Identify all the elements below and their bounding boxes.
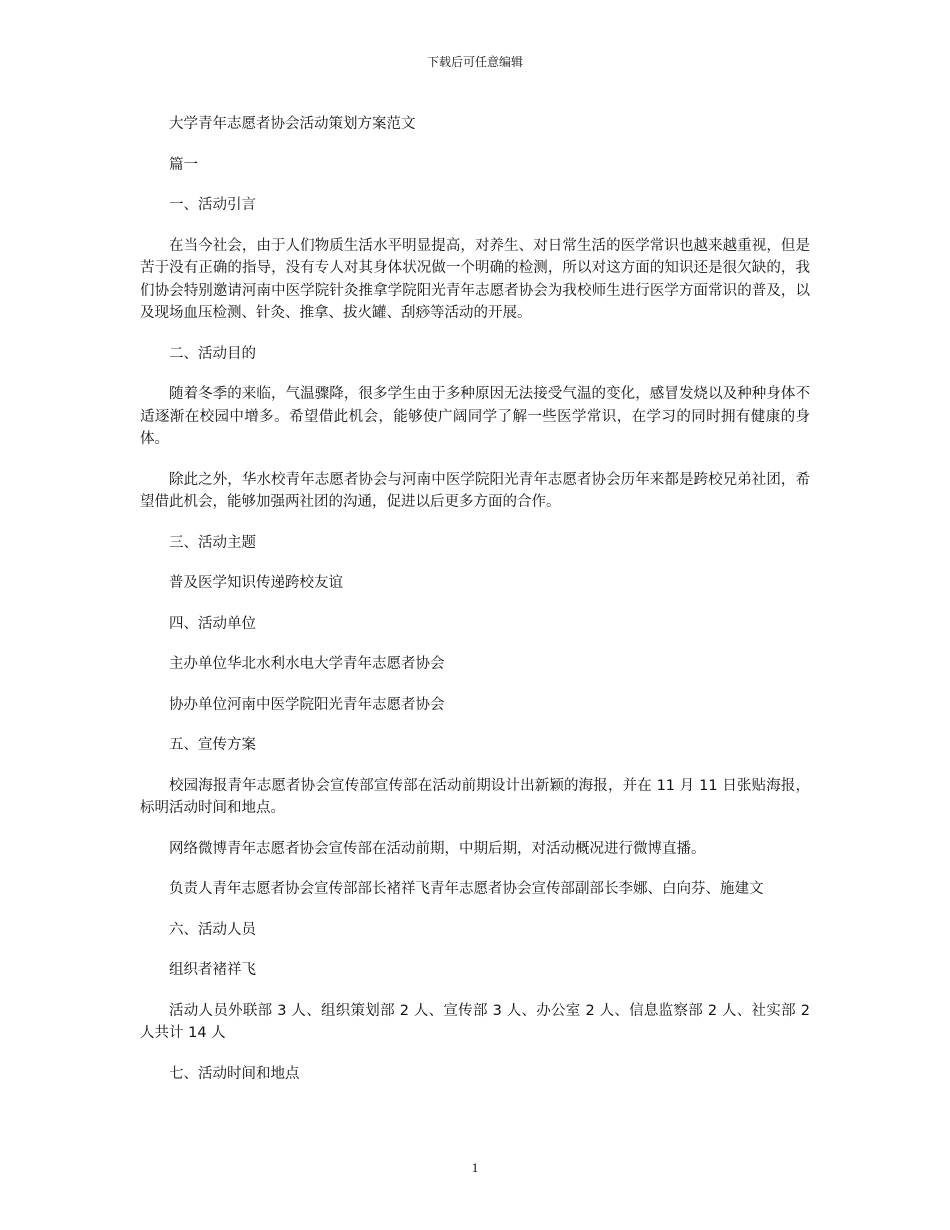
- section-heading-5: 五、宣传方案: [169, 737, 256, 753]
- section-heading-6: 六、活动人员: [169, 921, 256, 938]
- paragraph: 协办单位河南中医学院阳光青年志愿者协会: [169, 696, 445, 713]
- page-header: 下载后可任意编辑: [426, 55, 523, 69]
- page-number: 1: [471, 1160, 479, 1175]
- document-title: 大学青年志愿者协会活动策划方案范文: [169, 116, 416, 132]
- document-body: [140, 113, 810, 1103]
- paragraph: 负责人青年志愿者协会宣传部部长褚祥飞青年志愿者协会宣传部副部长李娜、白向芬、施建文: [169, 881, 764, 897]
- paragraph: 网络微博青年志愿者协会宣传部在活动前期，中期后期，对活动概况进行微博直播。: [169, 840, 706, 857]
- section-heading-7: 七、活动时间和地点: [169, 1065, 300, 1082]
- paragraph: 普及医学知识传递跨校友谊: [169, 575, 343, 591]
- part-label: 篇一: [169, 156, 198, 173]
- paragraph: 主办单位华北水利水电大学青年志愿者协会: [169, 656, 445, 672]
- paragraph: 在当今社会，由于人们物质生活水平明显提高，对养生、对日常生活的医学常识也越来越重视，但是苦于没有正确的指导，没有专人对其身体状况做一个明确的检测，所以对这方面的知识还是很欠缺的，我们协会特别邀请河南中医学院针灸推拿学院阳光青年志愿者协会为我校师生进行医学方面常识的普及，以及现场血压检测、针灸、推拿、拔火罐、刮痧等活动的开展。: [140, 237, 810, 321]
- paragraph: 校园海报青年志愿者协会宣传部宣传部在活动前期设计出新颖的海报，并在 11 月 11 日张贴海报，标明活动时间和地点。: [140, 777, 810, 816]
- section-heading-1: 一、活动引言: [169, 197, 256, 213]
- section-heading-2: 二、活动目的: [169, 345, 256, 362]
- paragraph: 除此之外，华水校青年志愿者协会与河南中医学院阳光青年志愿者协会历年来都是跨校兄弟社团，希望借此机会，能够加强两社团的沟通，促进以后更多方面的合作。: [140, 471, 810, 510]
- paragraph: 随着冬季的来临，气温骤降，很多学生由于多种原因无法接受气温的变化，感冒发烧以及种种身体不适逐渐在校园中增多。希望借此机会，能够使广阔同学了解一些医学常识，在学习的同时拥有健康的身体。: [140, 386, 810, 447]
- paragraph: 活动人员外联部 3 人、组织策划部 2 人、宣传部 3 人、办公室 2 人、信息监察部 2 人、社实部 2 人共计 14 人: [140, 1002, 810, 1041]
- section-heading-3: 三、活动主题: [169, 534, 256, 551]
- section-heading-4: 四、活动单位: [169, 615, 256, 632]
- paragraph: 组织者褚祥飞: [169, 962, 256, 978]
